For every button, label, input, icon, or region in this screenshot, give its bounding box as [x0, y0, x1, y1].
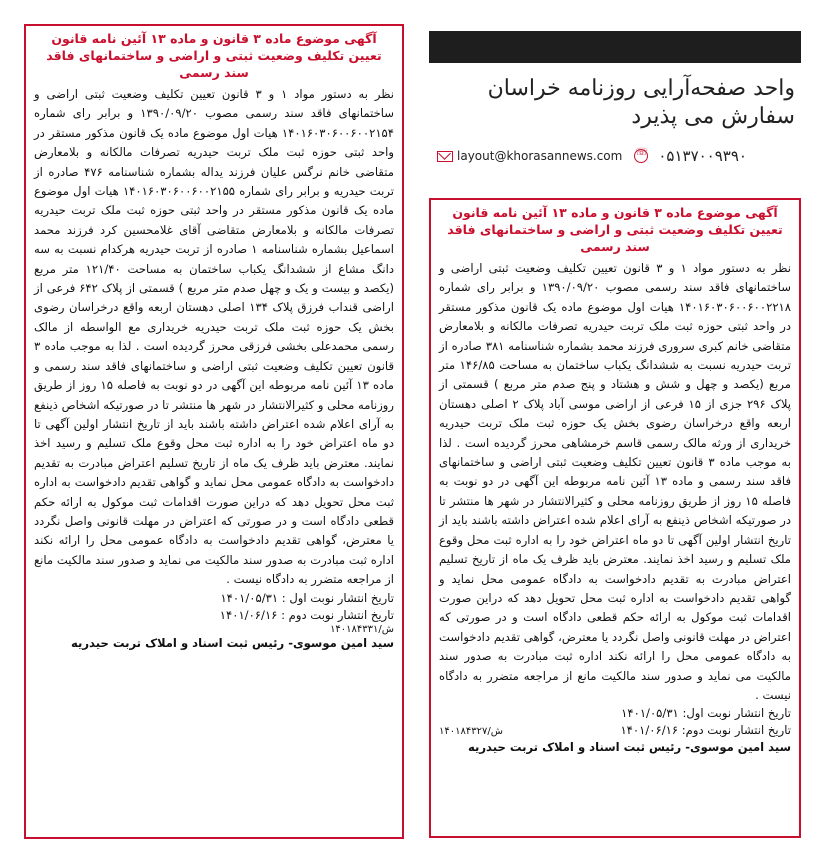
- notice-code: ۱۴۰۱۸۴۳۳۱/ش: [330, 623, 394, 635]
- publish-date-first: تاریخ انتشار نوبت اول: ۱۴۰۱/۰۵/۳۱: [621, 706, 791, 721]
- publish-date-first: تاریخ انتشار نوبت اول : ۱۴۰۱/۰۵/۳۱: [220, 590, 394, 605]
- email-link[interactable]: layout@khorasannews.com: [457, 149, 623, 163]
- date-code-row: [439, 722, 791, 739]
- publish-date-second: تاریخ انتشار نوبت دوم: ۱۴۰۱/۰۶/۱۶: [620, 723, 791, 738]
- notice-title: آگهی موضوع ماده ۳ قانون و ماده ۱۳ آئین نامه قانون تعیین تکلیف وضعیت ثبتی و اراضی و ساختمانهای فاقد سند رسمی: [447, 205, 783, 254]
- signature: سید امین موسوی- رئیس ثبت اسناد و املاک تربت حیدریه: [467, 740, 791, 755]
- signature: سید امین موسوی- رئیس ثبت اسناد و املاک تربت حیدریه: [70, 635, 394, 650]
- signature-row: [34, 624, 394, 635]
- promo-subline: سفارش می پذیرد: [631, 104, 795, 129]
- publish-date-second: تاریخ انتشار نوبت دوم : ۱۴۰۱/۰۶/۱۶: [219, 607, 394, 622]
- promo-bar: [429, 31, 801, 63]
- notice-left: [24, 24, 404, 839]
- mail-icon: [437, 151, 453, 162]
- notice-code: ۱۴۰۱۸۴۳۲۷/ش: [439, 726, 503, 738]
- notice-body: نظر به دستور مواد ۱ و ۳ قانون تعیین تکلیف وضعیت ثبتی اراضی و ساختمانهای فاقد سند رسمی مصوب ۱۳۹۰/۰۹/۲۰ و برابر رای شماره ۱۴۰۱۶۰۳۰۶۰۰۶۰۰۲۲۱۸ هیات اول موضوع ماده یک قانون مذکور مستقر در واحد ثبتی حوزه ثبت ملک تربت حیدریه تصرفات مالکانه و بلامعارض متقاضی خانم کبری سروری فرزند محمد بشماره شناسنامه ۳۸۱ صادره از تربت حیدریه نسبت به ششدانگ یکباب ساختمان به مساحت ۱۴۶/۸۵ متر مربع (یکصد و چهل و شش و هشتاد و پنج صدم متر مربع ) قسمتی از پلاک ۲۹۶ جزی از ۱۵ فرعی از اراضی موسی آباد پلاک ۲ اصلی دهستان اربعه واقع درخراسان رضوی بخش یک حوزه ثبت ملک تربت حیدریه خریداری از ورثه مالک رسمی قاسم خرمشاهی محرز گردیده است . لذا به موجب ماده ۳ قانون تعیین تکلیف وضعیت ثبتی اراضی و ساختمانهای فاقد سند رسمی و ماده ۱۳ آئین نامه مربوطه این آگهی در دو نوبت به فاصله ۱۵ روز از طریق روزنامه محلی و کثیرالانتشار در شهر ها منتشر تا در صورتیکه اشخاص ذینفع به آرای اعلام شده اعتراض داشته باشند باید از تاریخ انتشار اولین آگهی تا دو ماه اعتراض خود را به اداره ثبت محل وقوع ملک تسلیم و رسید اخذ نمایند. معترض باید ظرف یک ماه از تاریخ تسلیم اعتراض مبادرت به تقدیم دادخواست به دادگاه عمومی محل نماید و گواهی تقدیم دادخواست به اداره ثبت محل تحویل دهد که دراین صورت اقدامات ثبت موکول به ارائه حکم قطعی دادگاه است و در صورتی که اعتراض در مهلت قانونی واصل نگردد یا معترض، گواهی تقدیم دادخواست به دادگاه عمومی محل را ارائه نکند اداره ثبت مبادرت به صدور سند مالکیت می نماید و صدور سند مالکیت مانع از مراجعه متضرر به دادگاه نیست .: [439, 261, 792, 702]
- phone-icon: [634, 149, 648, 163]
- notice-title: آگهی موضوع ماده ۳ قانون و ماده ۱۳ آئین نامه قانون تعیین تکلیف وضعیت ثبتی و اراضی و ساختمانهای فاقد سند رسمی: [46, 31, 382, 80]
- phone-number[interactable]: ۰۵۱۳۷۰۰۹۳۹۰: [658, 147, 747, 165]
- notice-right: [429, 198, 801, 838]
- promo-block: [429, 31, 801, 191]
- contact-row: [437, 147, 747, 165]
- notice-body: نظر به دستور مواد ۱ و ۳ قانون تعیین تکلیف وضعیت ثبتی اراضی و ساختمانهای فاقد سند رسمی مصوب ۱۳۹۰/۰۹/۲۰ و برابر رای شماره ۱۴۰۱۶۰۳۰۶۰۰۶۰۰۲۱۵۴ هیات اول موضوع ماده یک قانون مذکور مستقر در واحد ثبتی حوزه ثبت ملک تربت حیدریه تصرفات مالکانه و بلامعارض متقاضی خانم نرگس علیان فرزند یداله بشماره شناسنامه ۴۷۶ صادره از تربت حیدریه و برابر رای شماره ۱۴۰۱۶۰۳۰۶۰۰۶۰۰۲۱۵۵ هیات اول موضوع ماده یک قانون مذکور مستقر در واحد ثبتی حوزه ثبت ملک تربت حیدریه تصرفات مالکانه و بلامعارض متقاضی آقای غلامحسین کرد فرزند محمد اسماعیل بشماره شناسنامه ۱ صادره از تربت حیدریه هرکدام نسبت به سه دانگ مشاع از ششدانگ یکباب ساختمان به مساحت ۱۲۱/۴۰ متر مربع (یکصد و بیست و یک و چهل صدم متر مربع ) قسمتی از پلاک ۶۴۲ فرعی از اراضی قنداب فرزق پلاک ۱۳۴ اصلی دهستان اربعه واقع درخراسان رضوی بخش یک حوزه ثبت ملک تربت حیدریه خریداری مع الواسطه از مالک رسمی محمدعلی بخشی فرزقی محرز گردیده است . لذا به موجب ماده ۳ قانون تعیین تکلیف وضعیت ثبتی اراضی و ساختمانهای فاقد سند رسمی و ماده ۱۳ آئین نامه مربوطه این آگهی در دو نوبت به فاصله ۱۵ روز از طریق روزنامه محلی و کثیرالانتشار در شهر ها منتشر تا در صورتیکه اشخاص ذینفع به آرای اعلام شده اعتراض داشته باشند باید از تاریخ انتشار اولین آگهی تا دو ماه اعتراض خود را به اداره ثبت محل وقوع ملک تسلیم و رسید اخذ نمایند. معترض باید ظرف یک ماه از تاریخ تسلیم اعتراض مبادرت به تقدیم دادخواست به دادگاه عمومی محل نماید و گواهی تقدیم دادخواست به اداره ثبت محل تحویل دهد که دراین صورت اقدامات ثبت موکول به ارائه حکم قطعی دادگاه است و در صورتی که اعتراض در مهلت قانونی واصل نگردد یا معترض، گواهی تقدیم دادخواست به دادگاه عمومی محل را ارائه نکند اداره ثبت مبادرت به صدور سند مالکیت می نماید و صدور سند مالکیت مانع از مراجعه متضرر به دادگاه نیست .: [34, 87, 395, 587]
- promo-headline: واحد صفحه‌آرایی روزنامه خراسان: [487, 76, 795, 101]
